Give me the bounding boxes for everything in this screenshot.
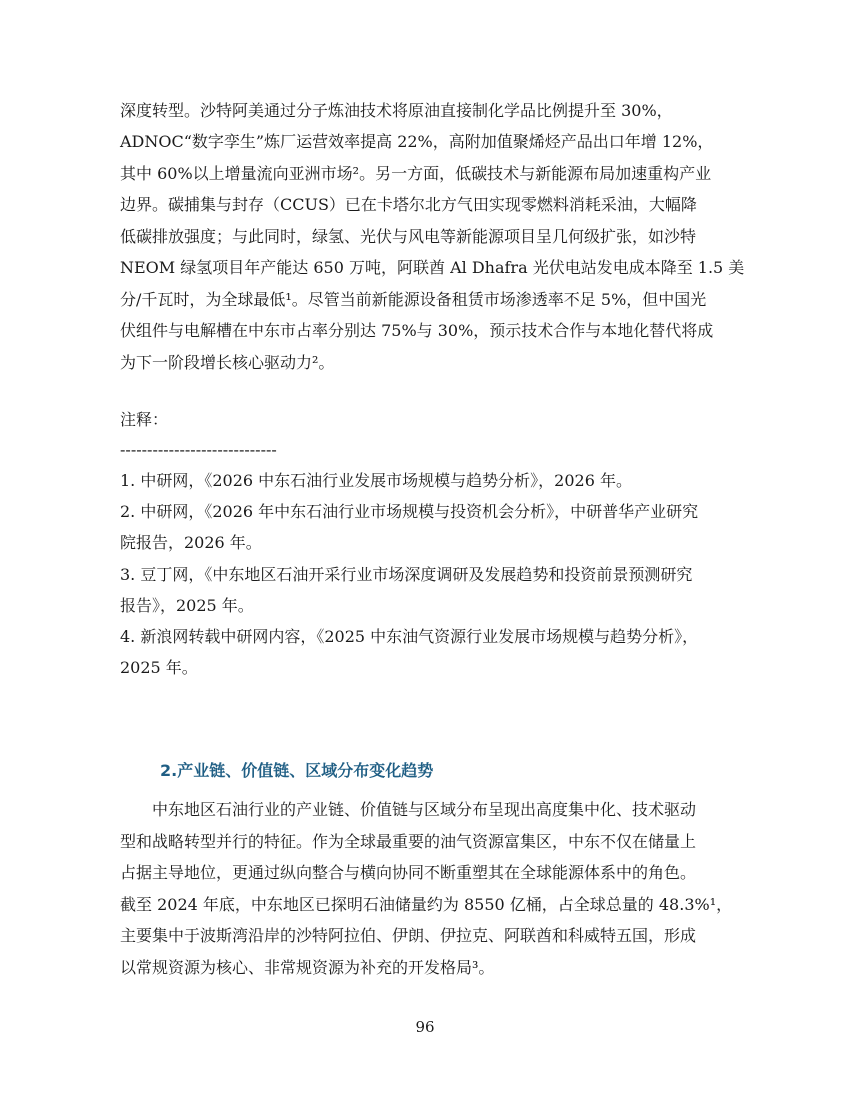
paragraph-line: 低碳排放强度；与此同时，绿氢、光伏与风电等新能源项目呈几何级扩张，如沙特 xyxy=(120,227,697,246)
paragraph-line: 边界。碳捕集与封存（CCUS）已在卡塔尔北方气田实现零燃料消耗采油，大幅降 xyxy=(120,195,697,214)
footnote-2: 2. 中研网，《2026 年中东石油行业市场规模与投资机会分析》，中研普华产业研究 xyxy=(120,502,699,521)
paragraph-line: 为下一阶段增长核心驱动力²。 xyxy=(120,353,335,372)
paragraph-line: 截至 2024 年底，中东地区已探明石油储量约为 8550 亿桶，占全球总量的 48.3%¹， xyxy=(120,895,733,914)
footnote-3: 3. 豆丁网，《中东地区石油开采行业市场深度调研及发展趋势和投资前景预测研究 xyxy=(120,565,693,584)
footnote-1: 1. 中研网，《2026 中东石油行业发展市场规模与趋势分析》，2026 年。 xyxy=(120,471,632,490)
footnote-4: 4. 新浪网转载中研网内容，《2025 中东油气资源行业发展市场规模与趋势分析》， xyxy=(120,627,699,646)
section-heading: 2.产业链、价值链、区域分布变化趋势 xyxy=(160,761,434,780)
paragraph-line: 分/千瓦时，为全球最低¹。尽管当前新能源设备租赁市场渗透率不足 5%，但中国光 xyxy=(120,290,707,309)
paragraph-line: 主要集中于波斯湾沿岸的沙特阿拉伯、伊朗、伊拉克、阿联酋和科威特五国，形成 xyxy=(120,926,697,945)
paragraph-line: 其中 60%以上增量流向亚洲市场²。另一方面，低碳技术与新能源布局加速重构产业 xyxy=(120,164,712,183)
footnote-3-cont: 报告》，2025 年。 xyxy=(120,596,254,615)
page-number: 96 xyxy=(415,1018,435,1036)
footnote-4-cont: 2025 年。 xyxy=(120,658,198,677)
paragraph-line: 中东地区石油行业的产业链、价值链与区域分布呈现出高度集中化、技术驱动 xyxy=(152,800,697,819)
notes-divider: ----------------------------- xyxy=(120,440,277,459)
paragraph-line: 伏组件与电解槽在中东市占率分别达 75%与 30%，预示技术合作与本地化替代将成 xyxy=(120,321,714,340)
paragraph-line: 占据主导地位，更通过纵向整合与横向协同不断重塑其在全球能源体系中的角色。 xyxy=(120,863,697,882)
notes-title: 注释： xyxy=(120,410,169,429)
footnote-2-cont: 院报告，2026 年。 xyxy=(120,533,262,552)
paragraph-line: ADNOC“数字孪生”炼厂运营效率提高 22%，高附加值聚烯烃产品出口年增 12%， xyxy=(120,132,714,151)
paragraph-line: 以常规资源为核心、非常规资源为补充的开发格局³。 xyxy=(120,958,495,977)
paragraph-line: 型和战略转型并行的特征。作为全球最重要的油气资源富集区，中东不仅在储量上 xyxy=(120,832,697,851)
paragraph-line: 深度转型。沙特阿美通过分子炼油技术将原油直接制化学品比例提升至 30%， xyxy=(120,101,673,120)
paragraph-line: NEOM 绿氢项目年产能达 650 万吨，阿联酋 Al Dhafra 光伏电站发电成本降至 1.5 美 xyxy=(120,258,745,277)
